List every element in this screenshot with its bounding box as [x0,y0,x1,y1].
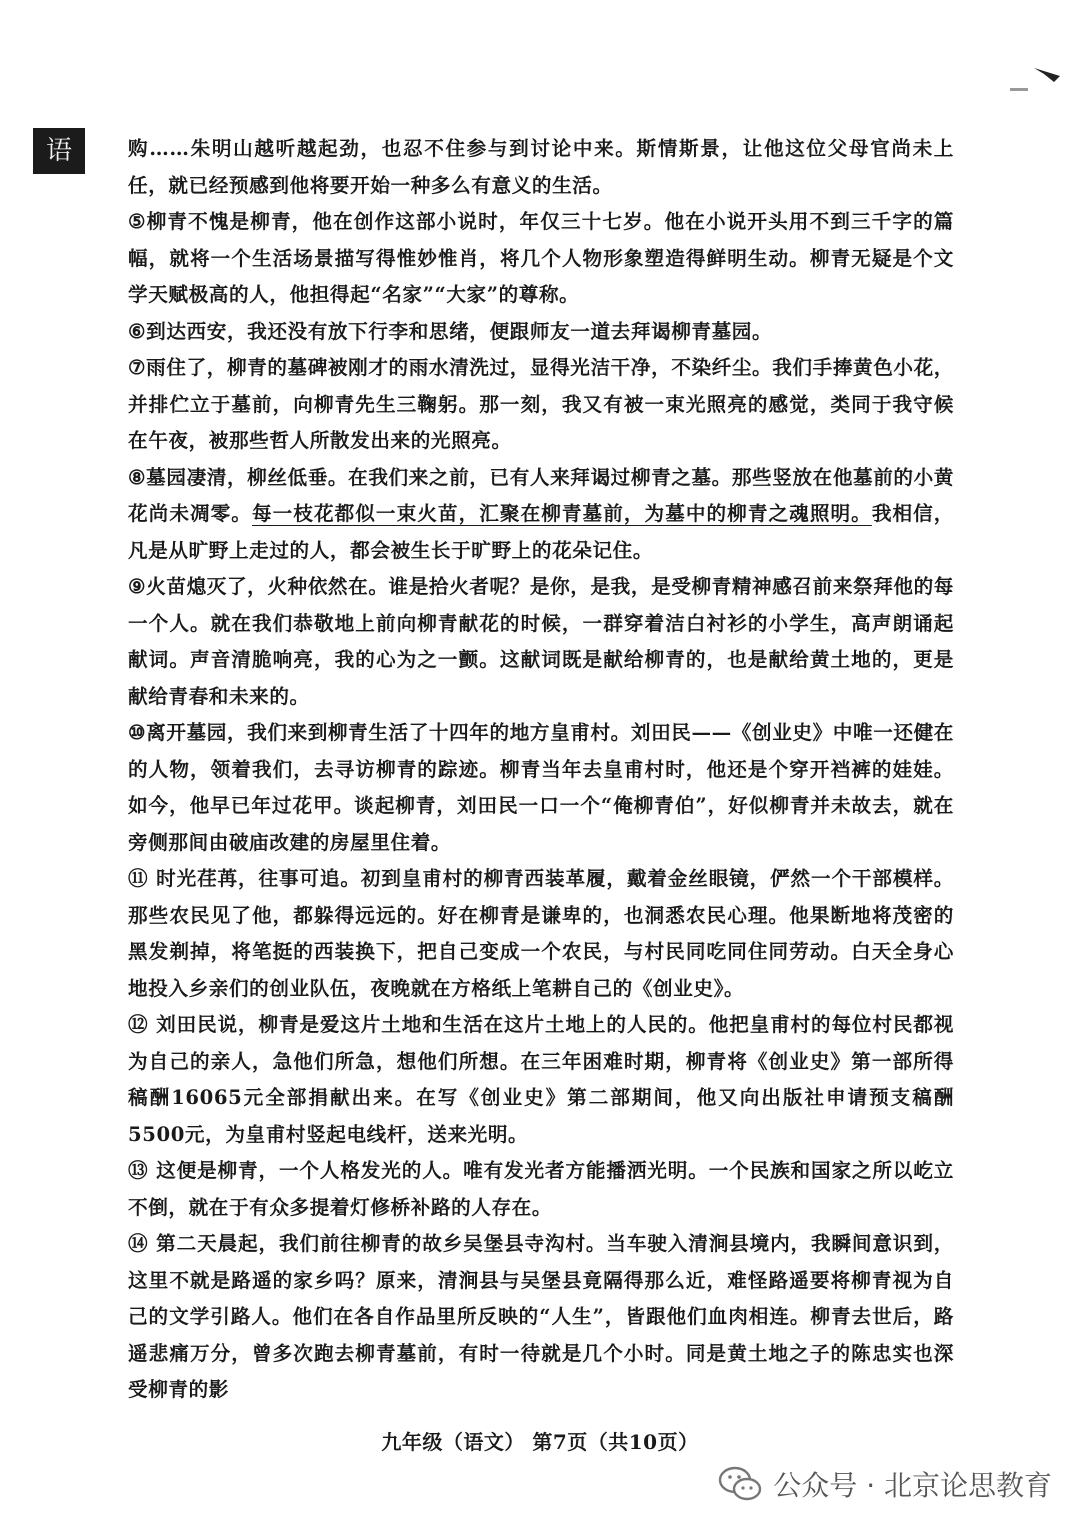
paragraph-12 [128,1007,954,1153]
paragraph-text: 火苗熄灭了，火种依然在。谁是拾火者呢？是你，是我，是受柳青精神感召前来祭拜他的每一个人。就在我们恭敬地上前向柳青献花的时候，一群穿着洁白衬衫的小学生，高声朗诵起献词。声音清脆响亮，我的心为之一颤。这献词既是献给柳青的，也是献给黄土地的，更是献给青春和未来的。 [128,575,954,708]
paragraph-number: ⑭ [128,1232,149,1255]
wechat-watermark [717,1458,1052,1510]
paragraph-14 [128,1226,954,1409]
paragraph-number: ⑨ [128,575,147,598]
paragraph-7 [128,350,954,460]
paragraph-text: 刘田民说，柳青是爱这片土地和生活在这片土地上的人民的。他把皇甫村的每位村民都视为自己的亲人，急他们所急，想他们所想。在三年困难时期，柳青将《创业史》第一部所得稿酬16065元全部捐献出来。在写《创业史》第二部期间，他又向出版社申请预支稿酬5500元，为皇甫村竖起电线杆，送来光明。 [128,1013,954,1146]
paragraph-number: ⑬ [128,1159,149,1182]
paragraph-continuation [128,131,954,204]
paragraph-text: 我相信，凡是从旷野上走过的人，都会被生长于旷野上的花朵记住。 [128,502,954,562]
paragraph-number: ⑪ [128,867,149,890]
paragraph-6 [128,314,954,351]
paragraph-text: 购……朱明山越听越起劲，也忍不住参与到讨论中来。斯情斯景，让他这位父母官尚未上任，就已经预感到他将要开始一种多么有意义的生活。 [128,137,954,197]
paragraph-text: 墓园凄清，柳丝低垂。在我们来之前，已有人来拜谒过柳青之墓。那些竖放在他墓前的小黄花尚未凋零。 [128,465,954,525]
paragraph-number: ⑩ [128,721,147,744]
page-footer: 九年级（语文） 第7页（共10页） [381,1430,699,1454]
paragraph-number: ⑥ [128,319,147,343]
paragraph-text: 这便是柳青，一个人格发光的人。唯有发光者方能播洒光明。一个民族和国家之所以屹立不倒，就在于有众多提着灯修桥补路的人存在。 [128,1159,954,1219]
paragraph-text: 第二天晨起，我们前往柳青的故乡吴堡县寺沟村。当车驶入清涧县境内，我瞬间意识到，这里不就是路遥的家乡吗？原来，清涧县与吴堡县竟隔得那么近，难怪路遥要将柳青视为自己的文学引路人。他们在各自作品里所反映的“人生”，皆跟他们血肉相连。柳青去世后，路遥悲痛万分，曾多次跑去柳青墓前，有时一待就是几个小时。同是黄土地之子的陈忠实也深受柳青的影 [128,1232,954,1401]
subject-tab-label: 语 [45,136,72,166]
paragraph-text: 到达西安，我还没有放下行李和思绪，便跟师友一道去拜谒柳青墓园。 [146,319,773,343]
paragraph-number: ⑧ [128,465,147,489]
paragraph-text: 时光荏苒，往事可追。初到皇甫村的柳青西装革履，戴着金丝眼镜，俨然一个干部模样。那些农民见了他，都躲得远远的。好在柳青是谦卑的，也洞悉农民心理。他果断地将茂密的黑发剃掉，将笔挺的西装换下，把自己变成一个农民，与村民同吃同住同劳动。白天全身心地投入乡亲们的创业队伍，夜晚就在方格纸上笔耕自己的《创业史》。 [128,867,954,1000]
paragraph-8 [128,460,954,570]
paragraph-number: ⑫ [128,1013,149,1036]
paragraph-number: ⑦ [128,356,147,379]
paragraph-5 [128,204,954,314]
paragraph-text: 雨住了，柳青的墓碑被刚才的雨水清洗过，显得光洁干净，不染纤尘。我们手捧黄色小花，并排伫立于墓前，向柳青先生三鞠躬。那一刻，我又有被一束光照亮的感觉，类同于我守候在午夜，被那些哲人所散发出来的光照亮。 [128,356,954,452]
paragraph-text: 柳青不愧是柳青，他在创作这部小说时，年仅三十七岁。他在小说开头用不到三千字的篇幅，就将一个生活场景描写得惟妙惟肖，将几个人物形象塑造得鲜明生动。柳青无疑是个文学天赋极高的人，他担得起“名家”“大家”的尊称。 [128,210,954,306]
underlined-sentence: 每一枝花都似一束火苗，汇聚在柳青墓前，为墓中的柳青之魂照明。 [251,502,872,525]
corner-scan-mark [1004,62,1062,96]
paragraph-13 [128,1153,954,1226]
paragraph-number: ⑤ [128,210,147,233]
wechat-icon [717,1464,763,1504]
paragraph-text: 离开墓园，我们来到柳青生活了十四年的地方皇甫村。刘田民——《创业史》中唯一还健在的人物，领着我们，去寻访柳青的踪迹。柳青当年去皇甫村时，他还是个穿开裆裤的娃娃。如今，他早已年过花甲。谈起柳青，刘田民一口一个“俺柳青伯”，好似柳青并未故去，就在旁侧那间由破庙改建的房屋里住着。 [128,721,954,854]
paragraph-10 [128,715,954,861]
article-body [128,131,954,1409]
paragraph-9 [128,569,954,715]
paragraph-11 [128,861,954,1007]
subject-tab [33,128,85,174]
watermark-text: 公众号 · 北京论思教育 [773,1469,1052,1502]
